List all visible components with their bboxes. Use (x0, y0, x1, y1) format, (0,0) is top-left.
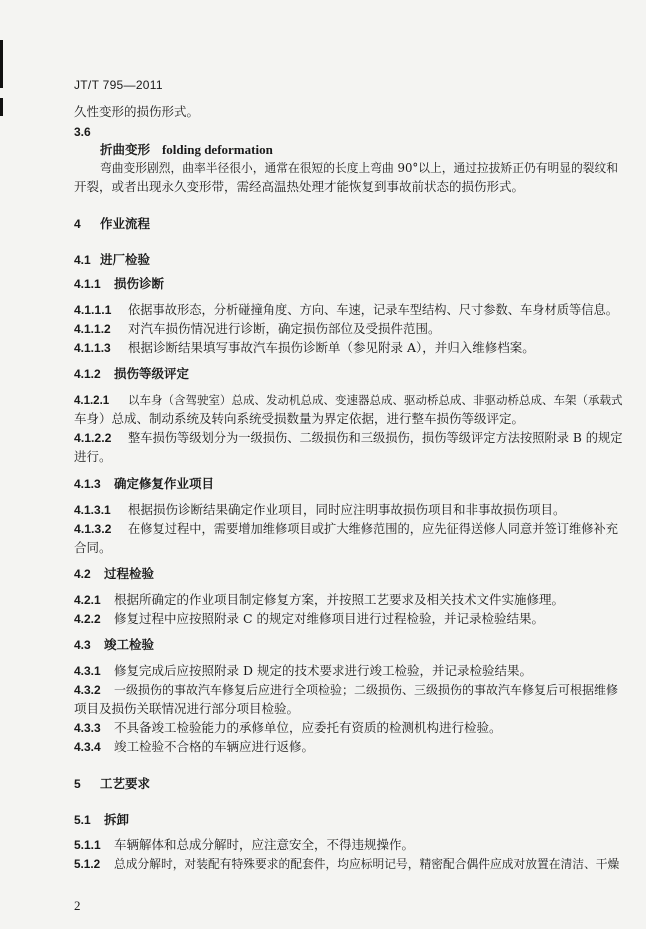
subsection-heading: 4.1.3 确定修复作业项目 (74, 476, 215, 491)
continued-text: 久性变形的损伤形式。 (74, 104, 200, 119)
clause-item: 4.2.2 修复过程中应按照附录 C 的规定对维修项目进行过程检验，并记录检验结果。 (74, 611, 545, 626)
clause-continuation: 项目及损伤关联情况进行部分项目检验。 (74, 701, 300, 716)
clause-item: 4.1.1.3 根据诊断结果填写事故汽车损伤诊断单（参见附录 A），并归入维修档案。 (74, 340, 535, 355)
clause-item: 4.3.1 修复完成后应按照附录 D 规定的技术要求进行竣工检验，并记录检验结果。 (74, 663, 532, 678)
clause-item: 4.1.3.2 在修复过程中，需要增加维修项目或扩大维修范围的，应先征得送修人同意并签订维修补充 (74, 522, 618, 536)
section-heading: 4 作业流程 (74, 216, 151, 231)
scan-edge-mark (0, 98, 3, 116)
standard-code-header: JT/T 795—2011 (74, 78, 163, 92)
scan-edge-mark (0, 40, 3, 88)
definition-line: 弯曲变形剧烈，曲率半径很小，通常在很短的长度上弯曲 90°以上，通过拉拔矫正仍有明显的裂纹和 (100, 161, 619, 175)
clause-item: 4.1.2.2 整车损伤等级划分为一级损伤、二级损伤和三级损伤，损伤等级评定方法按照附录 B 的规定 (74, 431, 623, 445)
clause-item: 4.1.1.1 依据事故形态，分析碰撞角度、方向、车速，记录车型结构、尺寸参数、车身材质等信息。 (74, 303, 618, 317)
clause-item: 4.1.1.2 对汽车损伤情况进行诊断，确定损伤部位及受损件范围。 (74, 321, 441, 336)
section-heading: 4.3 竣工检验 (74, 637, 155, 652)
definition-line: 开裂，或者出现永久变形带，需经高温热处理才能恢复到事故前状态的损伤形式。 (74, 179, 525, 194)
term-english: folding deformation (161, 142, 273, 157)
clause-item: 5.1.2 总成分解时，对装配有特殊要求的配套件，均应标明记号，精密配合偶件应成对放置在清洁、干燥 (74, 857, 620, 871)
clause-item: 4.1.2.1 以车身（含驾驶室）总成、发动机总成、变速器总成、驱动桥总成、非驱动桥总成、车架（承载式 (74, 393, 623, 407)
clause-item: 4.3.2 一级损伤的事故汽车修复后应进行全项检验；二级损伤、三级损伤的事故汽车修复后可根据维修 (74, 683, 619, 697)
clause-item: 4.3.4 竣工检验不合格的车辆应进行返修。 (74, 739, 315, 754)
clause-number: 3.6 (74, 125, 91, 139)
section-heading: 5.1 拆卸 (74, 812, 130, 827)
clause-continuation: 进行。 (74, 449, 112, 464)
subsection-heading: 4.1.1 损伤诊断 (74, 276, 165, 291)
page-number: 2 (74, 898, 81, 913)
clause-continuation: 合同。 (74, 540, 112, 555)
term-heading (100, 142, 273, 158)
subsection-heading: 4.1.2 损伤等级评定 (74, 366, 190, 381)
clause-item: 4.1.3.1 根据损伤诊断结果确定作业项目，同时应注明事故损伤项目和非事故损伤项目。 (74, 502, 566, 517)
section-heading: 4.1 进厂检验 (74, 252, 151, 267)
section-heading: 5 工艺要求 (74, 776, 151, 791)
section-heading: 4.2 过程检验 (74, 566, 155, 581)
clause-continuation: 车身）总成、制动系统及转向系统受损数量为界定依据，进行整车损伤等级评定。 (74, 411, 525, 426)
term-chinese: 折曲变形 (100, 142, 151, 157)
clause-item: 4.3.3 不具备竣工检验能力的承修单位，应委托有资质的检测机构进行检验。 (74, 720, 502, 735)
clause-item: 5.1.1 车辆解体和总成分解时，应注意安全，不得违规操作。 (74, 837, 415, 852)
clause-item: 4.2.1 根据所确定的作业项目制定修复方案，并按照工艺要求及相关技术文件实施修理。 (74, 592, 565, 607)
